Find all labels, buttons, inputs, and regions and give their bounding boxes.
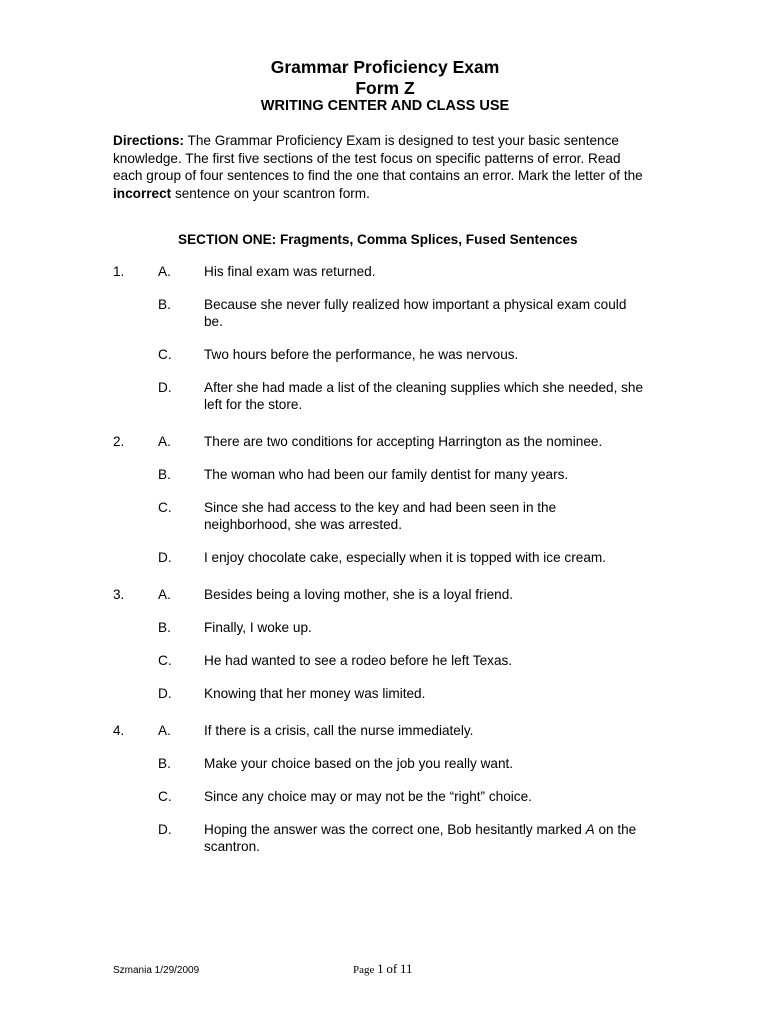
option-a (0, 722, 770, 739)
option-text (204, 821, 644, 855)
option-letter: A. (158, 264, 171, 279)
option-letter: D. (158, 550, 172, 565)
option-text: Make your choice based on the job you really want. (204, 756, 514, 771)
option-letter: B. (158, 620, 171, 635)
option-letter: B. (158, 297, 171, 312)
question-number: 4. (113, 723, 125, 738)
option-text: After she had made a list of the cleaning supplies which she needed, she left for the store. (204, 380, 644, 412)
directions-label: Directions: (113, 133, 185, 148)
option-text: If there is a crisis, call the nurse immediately. (204, 723, 474, 738)
option-text: Because she never fully realized how important a physical exam could be. (204, 297, 627, 329)
directions-text: The Grammar Proficiency Exam is designed to test your basic sentence knowledge. The first five sections of the test focus on specific patterns of error. Read each group of four sentences to find the one that contains an error. Mark the letter of the (113, 133, 643, 183)
option-letter: D. (158, 822, 172, 837)
option-text: Knowing that her money was limited. (204, 686, 426, 701)
footer-author-date: Szmania 1/29/2009 (113, 965, 200, 976)
option-text: Finally, I woke up. (204, 620, 312, 635)
option-text-italic: A (585, 822, 595, 837)
option-text-end: on the scantron. (204, 822, 637, 854)
page-current: 1 (377, 961, 384, 976)
option-text: His final exam was returned. (204, 264, 376, 279)
option-b (0, 619, 770, 636)
option-d (0, 685, 770, 702)
option-c (0, 788, 770, 805)
directions-emphasis: incorrect (113, 185, 172, 201)
option-b (0, 755, 770, 772)
option-letter: C. (158, 500, 172, 515)
option-a (0, 433, 770, 450)
option-text: The woman who had been our family dentist for many years. (204, 467, 569, 482)
question-number: 3. (113, 587, 125, 602)
page-total: 11 (399, 961, 413, 976)
exam-subtitle: WRITING CENTER AND CLASS USE (260, 98, 510, 114)
option-letter: C. (158, 653, 172, 668)
option-letter: D. (158, 686, 172, 701)
option-letter: A. (158, 434, 171, 449)
question-2 (0, 433, 770, 566)
question-list (0, 263, 770, 875)
question-3 (0, 586, 770, 702)
question-number: 1. (113, 264, 125, 279)
option-a (0, 263, 770, 280)
directions-paragraph (113, 132, 653, 202)
footer-page-number (353, 962, 413, 977)
option-text: He had wanted to see a rodeo before he left Texas. (204, 653, 513, 668)
page-of: of (386, 961, 398, 976)
question-number: 2. (113, 434, 125, 449)
option-text: Since any choice may or may not be the “right” choice. (204, 789, 532, 804)
option-letter: A. (158, 587, 171, 602)
question-4 (0, 722, 770, 855)
option-b (0, 296, 770, 330)
option-d (0, 821, 770, 855)
question-1 (0, 263, 770, 413)
exam-form: Form Z (355, 78, 415, 98)
option-c (0, 652, 770, 669)
option-c (0, 499, 770, 533)
exam-title: Grammar Proficiency Exam (270, 57, 500, 77)
option-letter: B. (158, 756, 171, 771)
section-heading: SECTION ONE: Fragments, Comma Splices, Fused Sentences (178, 232, 578, 247)
directions-text-end: sentence on your scantron form. (171, 185, 370, 201)
page-label: Page (353, 964, 375, 976)
option-letter: D. (158, 380, 172, 395)
option-letter: C. (158, 789, 172, 804)
option-text: There are two conditions for accepting Harrington as the nominee. (204, 434, 603, 449)
option-d (0, 379, 770, 413)
option-text: Two hours before the performance, he was nervous. (204, 347, 519, 362)
option-a (0, 586, 770, 603)
option-text: Since she had access to the key and had been seen in the neighborhood, she was arrested. (204, 500, 557, 532)
option-c (0, 346, 770, 363)
option-text: Besides being a loving mother, she is a loyal friend. (204, 587, 514, 602)
option-text-start: Hoping the answer was the correct one, Bob hesitantly marked (204, 822, 586, 837)
option-text: I enjoy chocolate cake, especially when it is topped with ice cream. (204, 550, 606, 565)
option-b (0, 466, 770, 483)
option-letter: B. (158, 467, 171, 482)
option-d (0, 549, 770, 566)
option-letter: C. (158, 347, 172, 362)
option-letter: A. (158, 723, 171, 738)
